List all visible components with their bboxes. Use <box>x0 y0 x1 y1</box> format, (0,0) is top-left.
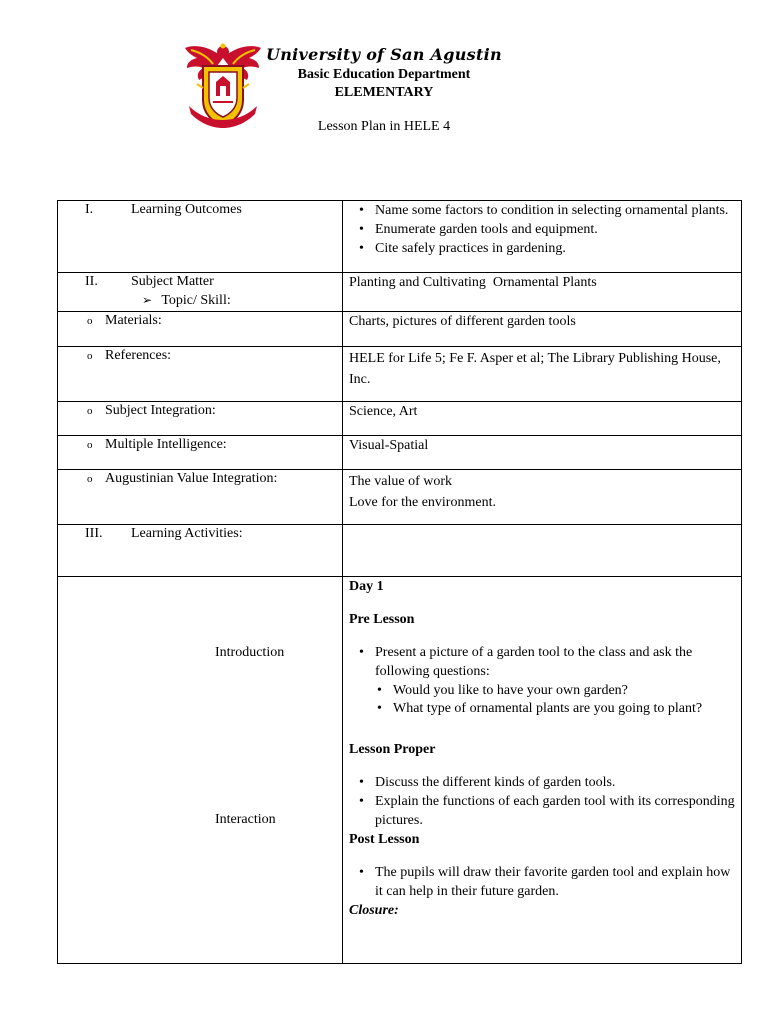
integration-label-cell <box>58 402 343 436</box>
introduction-label: Introduction <box>215 645 285 660</box>
arrow-bullet-icon: ➢ <box>142 292 153 307</box>
table-row <box>58 273 742 312</box>
references-value-cell: HELE for Life 5; Fe F. Asper et al; The Library Publishing House, Inc. <box>343 347 742 402</box>
materials-value-cell: Charts, pictures of different garden tools <box>343 312 742 347</box>
section-number: I. <box>85 202 94 217</box>
university-name: University of San Agustin <box>265 45 502 64</box>
post-lesson-list <box>349 864 735 902</box>
intelligence-label-cell <box>58 436 343 470</box>
row-label: Materials: <box>105 313 162 328</box>
circle-bullet-icon: o <box>87 405 93 417</box>
lesson-plan-table <box>57 200 742 964</box>
list-item: • Would you like to have your own garden? <box>393 682 735 701</box>
list-item: • What type of ornamental plants are you going to plant? <box>393 700 735 719</box>
list-item: • Discuss the different kinds of garden tools. <box>375 774 735 793</box>
list-item: • The pupils will draw their favorite garden tool and explain how it can help in their future garden. <box>375 864 735 902</box>
document-header <box>240 44 528 102</box>
lesson-plan-title: Lesson Plan in HELE 4 <box>317 119 451 134</box>
materials-label-cell <box>58 312 343 347</box>
list-item: • Enumerate garden tools and equipment. <box>375 221 735 240</box>
row-label: Subject Integration: <box>105 403 216 418</box>
section-number: III. <box>85 526 103 541</box>
section-number: II. <box>85 274 98 289</box>
pre-lesson-list <box>349 644 735 682</box>
row-label: References: <box>105 348 172 363</box>
value-line: The value of work <box>349 474 453 489</box>
table-row <box>58 201 742 273</box>
post-lesson-heading: Post Lesson <box>349 831 420 847</box>
value-line: Love for the environment. <box>349 495 496 510</box>
department-name: Basic Education Department <box>297 66 471 82</box>
circle-bullet-icon: o <box>87 473 93 485</box>
activities-label-cell <box>58 525 343 577</box>
table-row <box>58 312 742 347</box>
list-item: • Present a picture of a garden tool to the class and ask the following questions: <box>375 644 735 682</box>
interaction-label: Interaction <box>215 812 276 827</box>
circle-bullet-icon: o <box>87 350 93 362</box>
topic-skill-label: Topic/ Skill: <box>161 292 231 308</box>
integration-value-cell: Science, Art <box>343 402 742 436</box>
section-label: Learning Outcomes <box>131 202 242 217</box>
table-row <box>58 436 742 470</box>
values-value-cell <box>343 470 742 525</box>
lesson-proper-heading: Lesson Proper <box>349 742 436 758</box>
activities-value-cell <box>343 525 742 577</box>
outcomes-value-cell <box>343 201 742 273</box>
section-label: Subject Matter <box>131 274 214 289</box>
subject-label-cell <box>58 273 343 312</box>
activities-stage-cell <box>58 577 343 964</box>
list-item: • Name some factors to condition in selecting ornamental plants. <box>375 202 735 221</box>
table-row <box>58 470 742 525</box>
row-label: Multiple Intelligence: <box>105 437 227 452</box>
questions-list <box>349 682 735 720</box>
values-label-cell <box>58 470 343 525</box>
pre-lesson-heading: Pre Lesson <box>349 611 415 627</box>
row-label: Augustinian Value Integration: <box>105 471 278 486</box>
day-heading: Day 1 <box>349 579 384 594</box>
school-level: ELEMENTARY <box>334 84 434 100</box>
table-row <box>58 525 742 577</box>
list-item: • Explain the functions of each garden tool with its corresponding pictures. <box>375 793 735 831</box>
circle-bullet-icon: o <box>87 439 93 451</box>
lesson-proper-list <box>349 774 735 831</box>
table-row <box>58 347 742 402</box>
list-item: • Cite safely practices in gardening. <box>375 240 735 259</box>
circle-bullet-icon: o <box>87 315 93 327</box>
section-label: Learning Activities: <box>131 526 243 541</box>
activities-detail-cell <box>343 577 742 964</box>
subject-value-cell: Planting and Cultivating Ornamental Plants <box>343 273 742 312</box>
table-row <box>58 402 742 436</box>
outcomes-list <box>349 202 735 259</box>
table-row <box>58 577 742 964</box>
intelligence-value-cell: Visual-Spatial <box>343 436 742 470</box>
outcomes-label-cell <box>58 201 343 273</box>
closure-heading: Closure: <box>349 902 399 918</box>
references-label-cell <box>58 347 343 402</box>
